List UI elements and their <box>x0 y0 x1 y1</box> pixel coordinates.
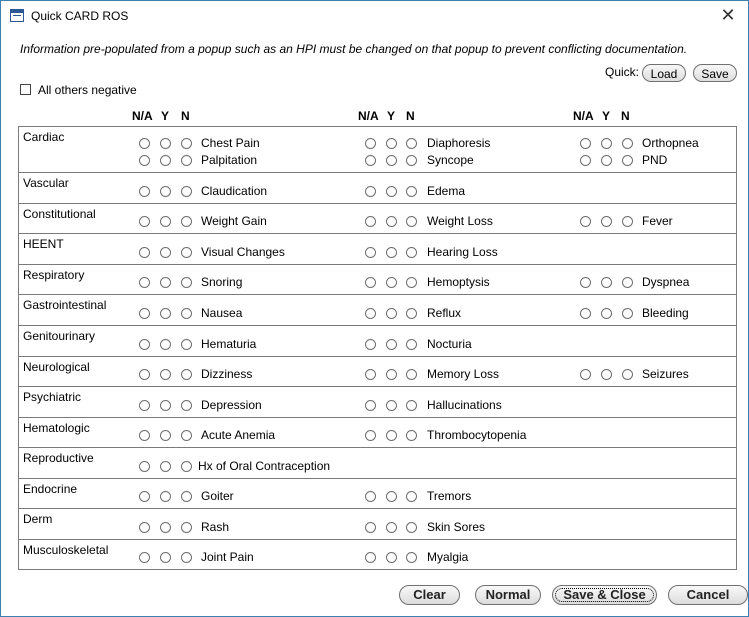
radio-na[interactable] <box>580 138 591 149</box>
radio-y[interactable] <box>601 216 612 227</box>
symptom-label: Tremors <box>427 489 472 503</box>
category-label: Respiratory <box>23 268 85 282</box>
table-window-icon <box>10 9 24 22</box>
symptom-label: Acute Anemia <box>201 428 276 442</box>
symptom-label: Dyspnea <box>642 275 690 289</box>
ros-row-cardiac <box>19 127 736 173</box>
symptom-label: Joint Pain <box>201 550 254 564</box>
radio-na[interactable] <box>139 216 150 227</box>
col2-header-na: N/A <box>358 109 379 123</box>
window-title: Quick CARD ROS <box>31 9 129 23</box>
radio-y[interactable] <box>160 461 171 472</box>
ros-row-psychiatric <box>19 387 736 418</box>
symptom-label: Hearing Loss <box>427 245 498 259</box>
radio-na[interactable] <box>365 216 376 227</box>
symptom-label: Chest Pain <box>201 136 260 150</box>
symptom-label: Goiter <box>201 489 234 503</box>
radio-n[interactable] <box>406 247 417 258</box>
symptom-label: Memory Loss <box>427 367 500 381</box>
radio-n[interactable] <box>181 155 192 166</box>
info-message: Information pre-populated from a popup such as an HPI must be changed on that popup to prevent conflicting documentation. <box>20 42 688 56</box>
radio-n[interactable] <box>406 308 417 319</box>
symptom-label: Depression <box>201 398 262 412</box>
category-label: Psychiatric <box>23 390 82 404</box>
ros-grid <box>18 126 737 570</box>
symptom-label: Nausea <box>201 306 243 320</box>
radio-y[interactable] <box>386 247 397 258</box>
radio-n[interactable] <box>406 138 417 149</box>
radio-n[interactable] <box>181 522 192 533</box>
radio-y[interactable] <box>386 522 397 533</box>
radio-na[interactable] <box>365 308 376 319</box>
radio-y[interactable] <box>386 277 397 288</box>
radio-na[interactable] <box>139 155 150 166</box>
symptom-label: Weight Gain <box>201 214 267 228</box>
radio-na[interactable] <box>365 491 376 502</box>
category-label: Hematologic <box>23 421 90 435</box>
category-label: Endocrine <box>23 482 78 496</box>
col3-header-na: N/A <box>573 109 594 123</box>
col1-header-y: Y <box>161 109 170 123</box>
radio-n[interactable] <box>406 277 417 288</box>
radio-n[interactable] <box>406 216 417 227</box>
symptom-label: PND <box>642 153 668 167</box>
category-label: Cardiac <box>23 130 65 144</box>
ros-row-reproductive <box>19 448 736 479</box>
radio-na[interactable] <box>580 155 591 166</box>
ros-row-constitutional <box>19 204 736 234</box>
radio-n[interactable] <box>406 491 417 502</box>
radio-n[interactable] <box>406 155 417 166</box>
radio-n[interactable] <box>406 186 417 197</box>
radio-y[interactable] <box>601 155 612 166</box>
radio-na[interactable] <box>365 522 376 533</box>
quick-load-button[interactable]: Load <box>642 64 686 82</box>
radio-n[interactable] <box>406 522 417 533</box>
ros-row-neurological <box>19 357 736 387</box>
radio-y[interactable] <box>386 216 397 227</box>
radio-y[interactable] <box>160 155 171 166</box>
radio-na[interactable] <box>365 339 376 350</box>
category-label: Derm <box>23 512 53 526</box>
radio-n[interactable] <box>622 216 633 227</box>
quick-label: Quick: <box>605 65 640 79</box>
category-label: Constitutional <box>23 207 96 221</box>
symptom-label: Reflux <box>427 306 462 320</box>
radio-n[interactable] <box>181 552 192 563</box>
symptom-label: Rash <box>201 520 230 534</box>
symptom-label: Weight Loss <box>427 214 493 228</box>
radio-y[interactable] <box>601 277 612 288</box>
radio-y[interactable] <box>160 369 171 380</box>
radio-na[interactable] <box>365 277 376 288</box>
radio-n[interactable] <box>622 369 633 380</box>
clear-button[interactable]: Clear <box>399 585 460 605</box>
symptom-label: Hemoptysis <box>427 275 490 289</box>
radio-na[interactable] <box>365 400 376 411</box>
ros-row-endocrine <box>19 479 736 509</box>
radio-na[interactable] <box>580 216 591 227</box>
category-label: Musculoskeletal <box>23 543 109 557</box>
ros-row-hematologic <box>19 418 736 448</box>
all-others-negative-label: All others negative <box>38 83 137 97</box>
radio-n[interactable] <box>406 430 417 441</box>
radio-y[interactable] <box>160 186 171 197</box>
radio-n[interactable] <box>181 138 192 149</box>
radio-y[interactable] <box>386 430 397 441</box>
radio-n[interactable] <box>181 369 192 380</box>
radio-n[interactable] <box>622 277 633 288</box>
radio-y[interactable] <box>386 491 397 502</box>
radio-na[interactable] <box>365 186 376 197</box>
radio-n[interactable] <box>406 552 417 563</box>
symptom-label: Fever <box>642 214 673 228</box>
radio-y[interactable] <box>601 308 612 319</box>
radio-y[interactable] <box>386 186 397 197</box>
ros-row-genitourinary <box>19 326 736 357</box>
radio-y[interactable] <box>386 155 397 166</box>
radio-na[interactable] <box>139 461 150 472</box>
radio-y[interactable] <box>386 339 397 350</box>
radio-na[interactable] <box>365 369 376 380</box>
title-bar <box>1 1 748 31</box>
col3-header-y: Y <box>602 109 611 123</box>
radio-n[interactable] <box>181 247 192 258</box>
cancel-button[interactable]: Cancel <box>668 585 748 605</box>
radio-n[interactable] <box>406 369 417 380</box>
col1-header-n: N <box>181 109 190 123</box>
radio-n[interactable] <box>181 430 192 441</box>
radio-y[interactable] <box>160 277 171 288</box>
radio-n[interactable] <box>622 138 633 149</box>
symptom-label: Thrombocytopenia <box>427 428 527 442</box>
radio-n[interactable] <box>406 400 417 411</box>
category-label: Genitourinary <box>23 329 96 343</box>
normal-button[interactable]: Normal <box>475 585 541 605</box>
symptom-label: Dizziness <box>201 367 253 381</box>
radio-n[interactable] <box>181 186 192 197</box>
symptom-label: Snoring <box>201 275 243 289</box>
category-label: Reproductive <box>23 451 94 465</box>
radio-n[interactable] <box>181 461 192 472</box>
radio-na[interactable] <box>139 552 150 563</box>
radio-na[interactable] <box>580 277 591 288</box>
radio-n[interactable] <box>181 216 192 227</box>
ros-row-musculoskeletal <box>19 540 736 570</box>
symptom-label: Palpitation <box>201 153 258 167</box>
ros-row-heent <box>19 234 736 265</box>
radio-na[interactable] <box>139 400 150 411</box>
symptom-label: Hx of Oral Contraception <box>198 459 331 473</box>
radio-na[interactable] <box>365 430 376 441</box>
all-others-negative-checkbox[interactable] <box>20 84 31 95</box>
radio-na[interactable] <box>365 138 376 149</box>
close-button[interactable] <box>714 4 742 26</box>
radio-y[interactable] <box>160 430 171 441</box>
radio-n[interactable] <box>181 308 192 319</box>
symptom-label: Claudication <box>201 184 268 198</box>
radio-na[interactable] <box>139 522 150 533</box>
radio-na[interactable] <box>365 247 376 258</box>
symptom-label: Myalgia <box>427 550 469 564</box>
ros-row-respiratory <box>19 265 736 295</box>
radio-na[interactable] <box>580 369 591 380</box>
radio-na[interactable] <box>365 552 376 563</box>
category-label: HEENT <box>23 237 64 251</box>
symptom-label: Seizures <box>642 367 689 381</box>
radio-na[interactable] <box>580 308 591 319</box>
radio-n[interactable] <box>181 277 192 288</box>
quick-save-button[interactable]: Save <box>693 64 737 82</box>
radio-y[interactable] <box>160 522 171 533</box>
col3-header-n: N <box>621 109 630 123</box>
radio-na[interactable] <box>139 138 150 149</box>
radio-na[interactable] <box>139 277 150 288</box>
category-label: Gastrointestinal <box>23 298 107 312</box>
symptom-label: Nocturia <box>427 337 472 351</box>
close-icon: ✕ <box>720 5 736 25</box>
radio-y[interactable] <box>386 308 397 319</box>
save-and-close-button[interactable]: Save & Close <box>552 585 657 605</box>
radio-y[interactable] <box>160 247 171 258</box>
symptom-label: Orthopnea <box>642 136 699 150</box>
radio-na[interactable] <box>139 308 150 319</box>
col2-header-n: N <box>406 109 415 123</box>
col1-header-na: N/A <box>132 109 153 123</box>
ros-row-derm <box>19 509 736 540</box>
col2-header-y: Y <box>387 109 396 123</box>
radio-n[interactable] <box>181 491 192 502</box>
radio-na[interactable] <box>139 339 150 350</box>
ros-row-gastrointestinal <box>19 295 736 326</box>
radio-y[interactable] <box>160 216 171 227</box>
radio-y[interactable] <box>160 491 171 502</box>
radio-y[interactable] <box>160 138 171 149</box>
radio-n[interactable] <box>406 339 417 350</box>
radio-na[interactable] <box>139 186 150 197</box>
category-label: Vascular <box>23 176 69 190</box>
ros-row-vascular <box>19 173 736 204</box>
radio-na[interactable] <box>139 430 150 441</box>
radio-y[interactable] <box>160 400 171 411</box>
radio-y[interactable] <box>386 138 397 149</box>
radio-y[interactable] <box>601 138 612 149</box>
symptom-label: Diaphoresis <box>427 136 491 150</box>
category-label: Neurological <box>23 360 90 374</box>
radio-na[interactable] <box>139 369 150 380</box>
radio-n[interactable] <box>181 339 192 350</box>
symptom-label: Hematuria <box>201 337 257 351</box>
radio-y[interactable] <box>160 308 171 319</box>
radio-y[interactable] <box>160 339 171 350</box>
radio-y[interactable] <box>386 400 397 411</box>
symptom-label: Hallucinations <box>427 398 502 412</box>
symptom-label: Skin Sores <box>427 520 486 534</box>
radio-na[interactable] <box>365 155 376 166</box>
radio-y[interactable] <box>386 369 397 380</box>
radio-n[interactable] <box>622 155 633 166</box>
symptom-label: Visual Changes <box>201 245 285 259</box>
radio-n[interactable] <box>622 308 633 319</box>
radio-y[interactable] <box>601 369 612 380</box>
radio-n[interactable] <box>181 400 192 411</box>
radio-na[interactable] <box>139 491 150 502</box>
symptom-label: Syncope <box>427 153 474 167</box>
symptom-label: Bleeding <box>642 306 689 320</box>
symptom-label: Edema <box>427 184 466 198</box>
radio-y[interactable] <box>386 552 397 563</box>
radio-y[interactable] <box>160 552 171 563</box>
radio-na[interactable] <box>139 247 150 258</box>
